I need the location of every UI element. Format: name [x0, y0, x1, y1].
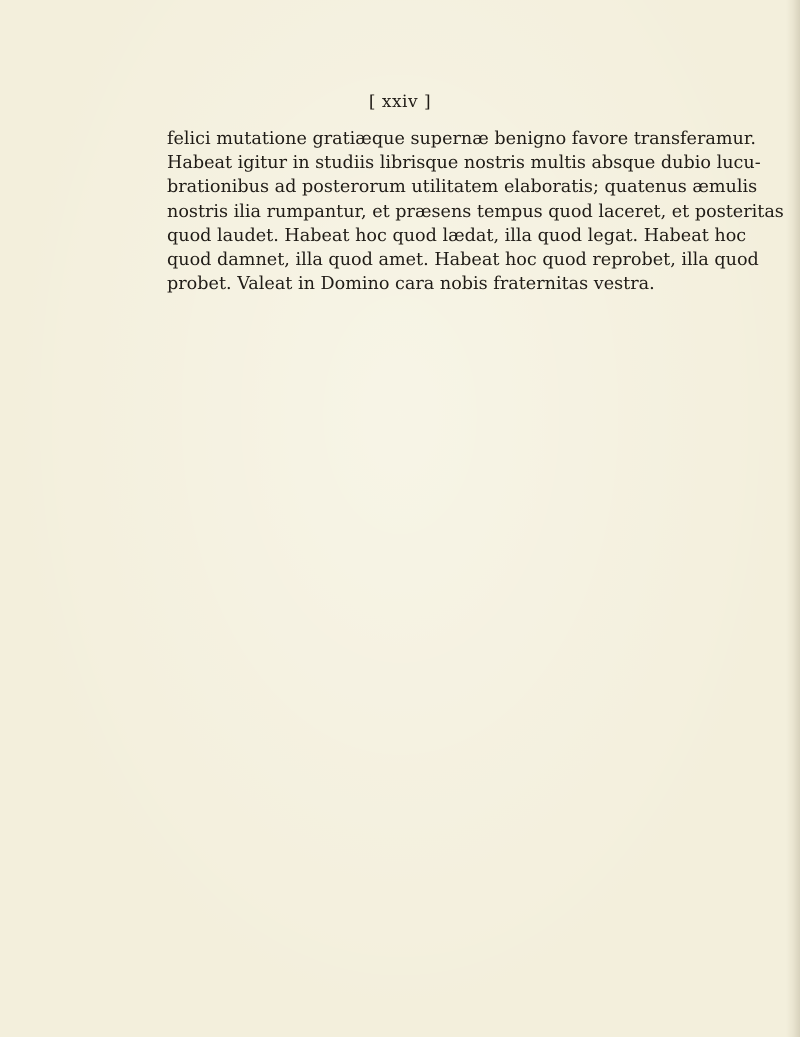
page-edge-shadow — [786, 0, 800, 1037]
text-line: quod laudet. Habeat hoc quod lædat, illa quod legat. Habeat hoc — [167, 225, 747, 246]
page-number: [ xxiv ] — [368, 92, 432, 112]
text-line: quod damnet, illa quod amet. Habeat hoc quod reprobet, illa quod — [167, 250, 759, 271]
text-line: brationibus ad posterorum utilitatem elaboratis; quatenus æmulis — [167, 177, 758, 198]
text-line: felici mutatione gratiæque supernæ benigno favore transferamur. — [167, 129, 756, 149]
text-line: Habeat igitur in studiis librisque nostris multis absque dubio lucu- — [167, 153, 761, 174]
body-text — [167, 127, 784, 296]
text-line: nostris ilia rumpantur, et præsens tempus quod laceret, et posteritas — [167, 201, 784, 222]
text-line: probet. Valeat in Domino cara nobis fraternitas vestra. — [167, 274, 655, 295]
